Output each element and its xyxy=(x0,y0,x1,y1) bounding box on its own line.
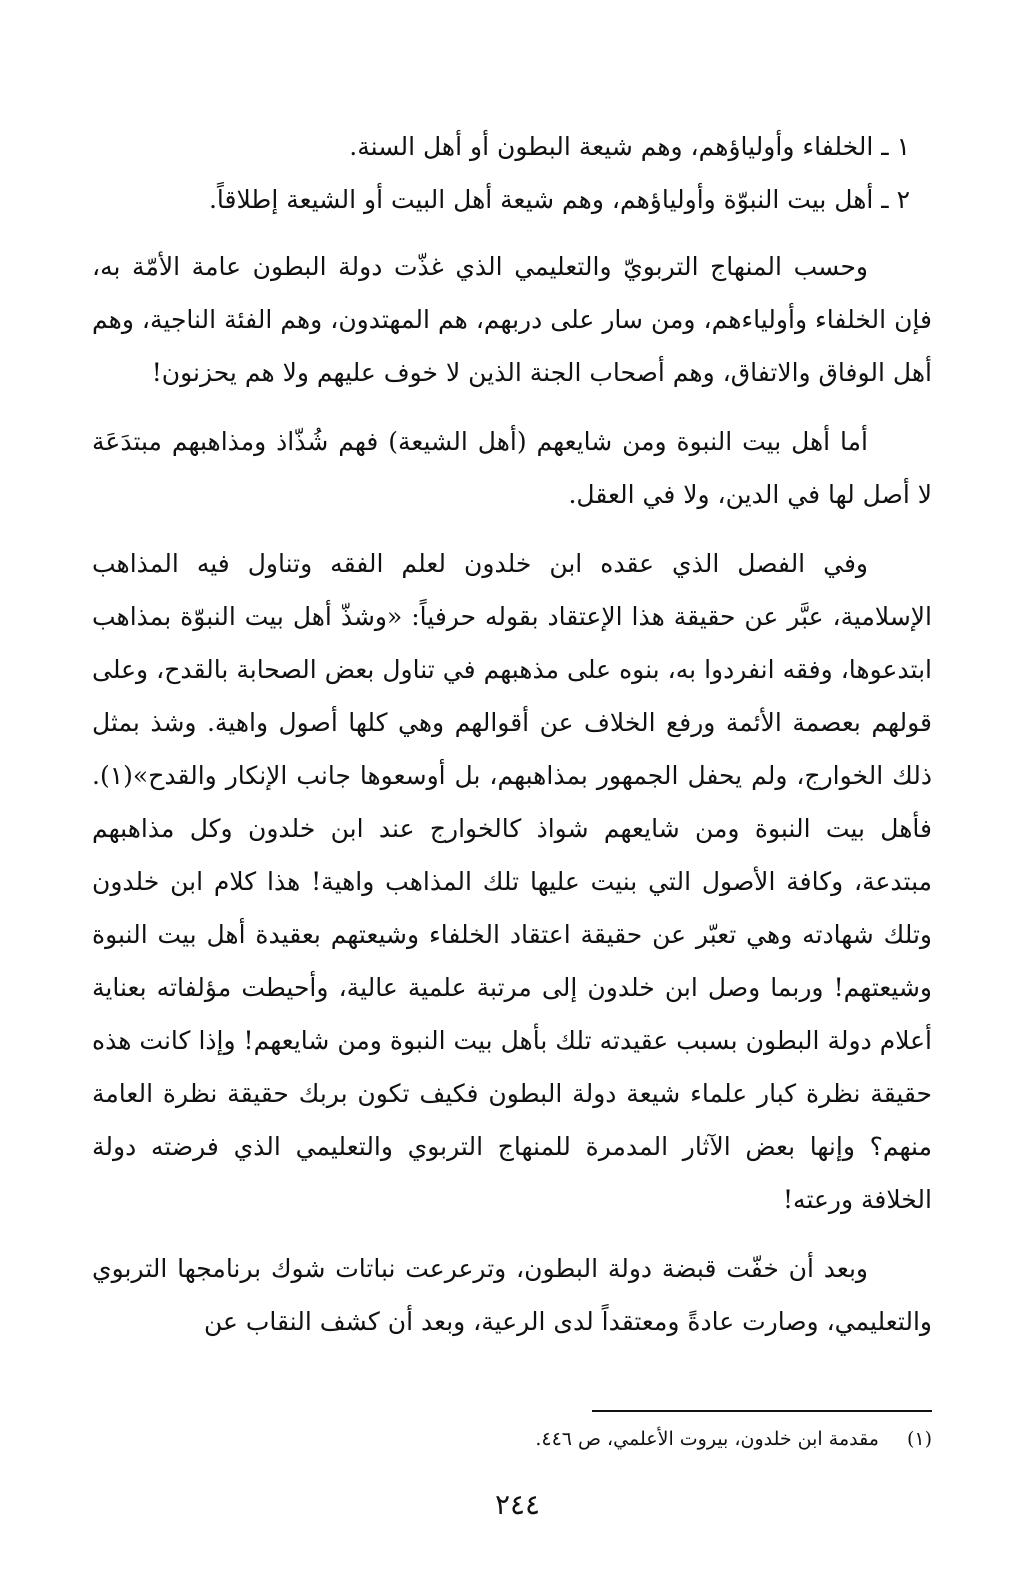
page-body xyxy=(92,120,932,1364)
footnote-text: مقدمة ابن خلدون، بيروت الأعلمي، ص ٤٤٦. xyxy=(535,1428,879,1450)
paragraph: وفي الفصل الذي عقده ابن خلدون لعلم الفقه وتناول فيه المذاهب الإسلامية، عبَّر عن حقيقة هذا الإعتقاد بقوله حرفياً: «وشذّ أهل بيت النبوّة بمذاهب ابتدعوها، وفقه انفردوا به، بنوه على مذهبهم في تناول بعض الصحابة بالقدح، وعلى قولهم بعصمة الأئمة ورفع الخلاف عن أقوالهم وهي كلها أصول واهية. وشذ بمثل ذلك الخوارج، ولم يحفل الجمهور بمذاهبهم، بل أوسعوها جانب الإنكار والقدح»(١). فأهل بيت النبوة ومن شايعهم شواذ كالخوارج عند ابن خلدون وكل مذاهبهم مبتدعة، وكافة الأصول التي بنيت عليها تلك المذاهب واهية! هذا كلام ابن خلدون وتلك شهادته وهي تعبّر عن حقيقة اعتقاد الخلفاء وشيعتهم بعقيدة أهل بيت النبوة وشيعتهم! وربما وصل ابن خلدون إلى مرتبة علمية عالية، وأحيطت مؤلفاته بعناية أعلام دولة البطون بسبب عقيدته تلك بأهل بيت النبوة ومن شايعهم! وإذا كانت هذه حقيقة نظرة كبار علماء شيعة دولة البطون فكيف تكون بربك حقيقة نظرة العامة منهم؟ وإنها بعض الآثار المدمرة للمنهاج التربوي والتعليمي الذي فرضته دولة الخلافة ورعته! xyxy=(92,549,932,1214)
paragraph: أما أهل بيت النبوة ومن شايعهم (أهل الشيعة) فهم شُذّاذ ومذاهبهم مبتدَعَة لا أصل لها في الدين، ولا في العقل. xyxy=(92,427,932,509)
paragraph: وبعد أن خفّت قبضة دولة البطون، وترعرعت نباتات شوك برنامجها التربوي والتعليمي، وصارت عادةً ومعتقداً لدى الرعية، وبعد أن كشف النقاب عن xyxy=(92,1254,932,1336)
footnote xyxy=(92,1424,932,1454)
list-item: ٢ ـ أهل بيت النبوّة وأولياؤهم، وهم شيعة أهل البيت أو الشيعة إطلاقاً. xyxy=(208,185,910,214)
list-item: ١ ـ الخلفاء وأولياؤهم، وهم شيعة البطون أو أهل السنة. xyxy=(349,132,910,161)
paragraph: وحسب المنهاج التربويّ والتعليمي الذي غذّت دولة البطون عامة الأمّة به، فإن الخلفاء وأولياءهم، ومن سار على دربهم، هم المهتدون، وهم الفئة الناجية، وهم أهل الوفاق والاتفاق، وهم أصحاب الجنة الذين لا خوف عليهم ولا هم يحزنون! xyxy=(92,252,932,387)
numbered-list xyxy=(92,120,932,226)
page-number: ٢٤٤ xyxy=(494,1488,541,1521)
footnote-divider xyxy=(592,1410,932,1412)
footnote-number: (١) xyxy=(906,1428,932,1450)
